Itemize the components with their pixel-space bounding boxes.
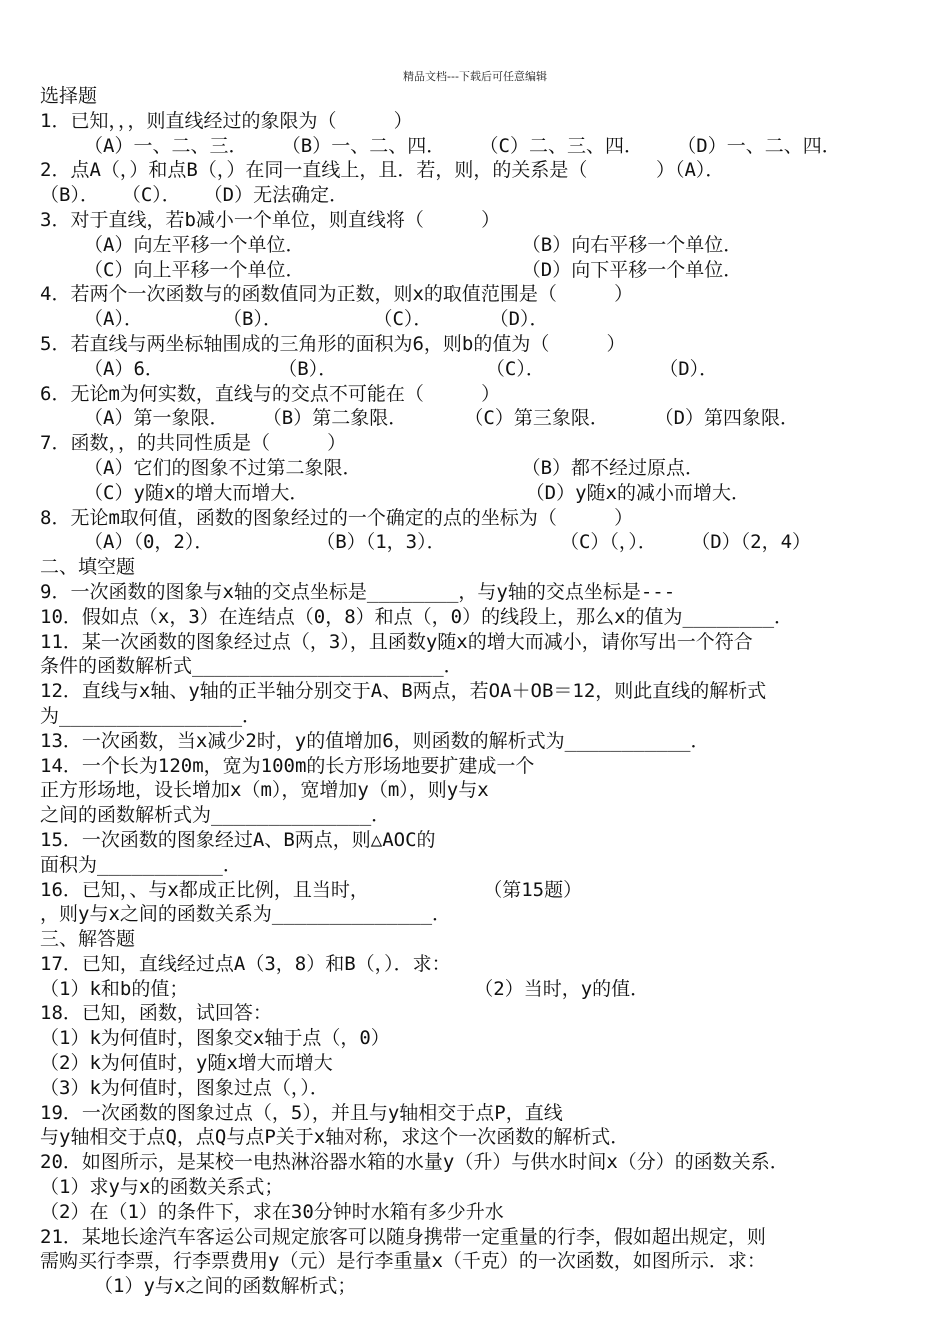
text-line: 2．点A（，）和点B（，）在同一直线上，且．若，则，的关系是（ ）（A）．	[40, 159, 725, 182]
text-line: 16．已知，、与x都成正比例，且当时， （第15题）	[40, 878, 583, 901]
text-line: 7．函数，，的共同性质是（ ）	[40, 432, 347, 455]
text-line: 需购买行李票，行李票费用y（元）是行李重量x（千克）的一次函数，如图所示．求：	[40, 1250, 766, 1273]
text-line: （2）在（1）的条件下，求在30分钟时水箱有多少升水	[40, 1200, 504, 1223]
text-line: 21．某地长途汽车客运公司规定旅客可以随身携带一定重量的行李，假如超出规定，则	[40, 1225, 766, 1248]
text-line: 19．一次函数的图象过点（，5），并且与y轴相交于点P，直线	[40, 1101, 563, 1124]
text-line: （B）． （C）． （D）无法确定．	[40, 184, 349, 207]
text-line: 14．一个长为120m，宽为100m的长方形场地要扩建成一个	[40, 754, 535, 777]
text-line: （1）y与x之间的函数解析式；	[94, 1275, 357, 1298]
text-line: （A）6． （B）． （C）． （D）．	[84, 357, 719, 380]
text-line: 选择题	[40, 85, 98, 107]
text-line: 15．一次函数的图象经过A、B两点，则△AOC的	[40, 828, 436, 851]
text-line: 为________________．	[40, 704, 262, 727]
text-line: 条件的函数解析式______________________．	[40, 655, 463, 678]
text-line: 20．如图所示，是某校一电热淋浴器水箱的水量y（升）与供水时间x（分）的函数关系．	[40, 1151, 789, 1174]
text-line: 13．一次函数，当x减少2时，y的值增加6，则函数的解析式为___________．	[40, 729, 710, 752]
text-line: （1）k为何值时，图象交x轴于点（，0）	[40, 1027, 390, 1050]
text-line: （A）它们的图象不过第二象限． （B）都不经过原点．	[84, 456, 705, 479]
page-header: 精品文档---下载后可任意编辑	[403, 70, 547, 83]
document-body	[40, 84, 920, 1299]
text-line: 6．无论m为何实数，直线与的交点不可能在（ ）	[40, 382, 501, 405]
text-line: 之间的函数解析式为______________．	[40, 804, 391, 827]
text-line: （1）求y与x的函数关系式；	[40, 1176, 284, 1199]
text-line: （A）． （B）． （C）． （D）．	[84, 308, 549, 331]
text-line: 4．若两个一次函数与的函数值同为正数，则x的取值范围是（ ）	[40, 283, 634, 306]
text-line: 与y轴相交于点Q，点Q与点P关于x轴对称，求这个一次函数的解析式．	[40, 1126, 630, 1149]
text-line: （A）（0，2）． （B）（1，3）． （C）（，）． （D）（2，4）	[84, 531, 812, 554]
text-line: 3．对于直线，若b减小一个单位，则直线将（ ）	[40, 208, 501, 231]
text-line: （A）一、二、三． （B）一、二、四． （C）二、三、四． （D）一、二、四．	[84, 134, 841, 157]
text-line: 二、填空题	[40, 556, 136, 579]
text-line: 17．已知，直线经过点A（3，8）和B（，）．求：	[40, 952, 451, 975]
text-line: （A）向左平移一个单位． （B）向右平移一个单位．	[84, 233, 743, 256]
text-line: 9．一次函数的图象与x轴的交点坐标是________，与y轴的交点坐标是---	[40, 580, 676, 603]
text-line: 1．已知，，，则直线经过的象限为（ ）	[40, 109, 413, 132]
text-line: 面积为___________．	[40, 853, 242, 876]
text-line: （3）k为何值时，图象过点（，）．	[40, 1076, 329, 1099]
text-line: （C）向上平移一个单位． （D）向下平移一个单位．	[84, 258, 743, 281]
text-line: 10．假如点（x，3）在连结点（0，8）和点（，0）的线段上，那么x的值为________．	[40, 605, 794, 628]
text-line: 18．已知，函数，试回答：	[40, 1002, 272, 1025]
text-line: 5．若直线与两坐标轴围成的三角形的面积为6，则b的值为（ ）	[40, 332, 626, 355]
text-line: ，则y与x之间的函数关系为______________．	[40, 903, 452, 926]
text-line: 正方形场地，设长增加x（m），宽增加y（m），则y与x	[40, 779, 489, 802]
text-line: （2）k为何值时，y随x增大而增大	[40, 1052, 333, 1075]
text-line: 11．某一次函数的图象经过点（，3），且函数y随x的增大而减小，请你写出一个符合	[40, 630, 753, 653]
text-line: （1）k和b的值； （2）当时，y的值．	[40, 977, 650, 1000]
text-line: （C）y随x的增大而增大． （D）y随x的减小而增大．	[84, 481, 750, 504]
text-line: 12．直线与x轴、y轴的正半轴分别交于A、B两点，若OA＋OB＝12，则此直线的解析式	[40, 680, 767, 703]
text-line: 8．无论m取何值，函数的图象经过的一个确定的点的坐标为（ ）	[40, 506, 634, 529]
text-line: 三、解答题	[40, 928, 136, 951]
text-line: （A）第一象限． （B）第二象限． （C）第三象限． （D）第四象限．	[84, 407, 800, 430]
